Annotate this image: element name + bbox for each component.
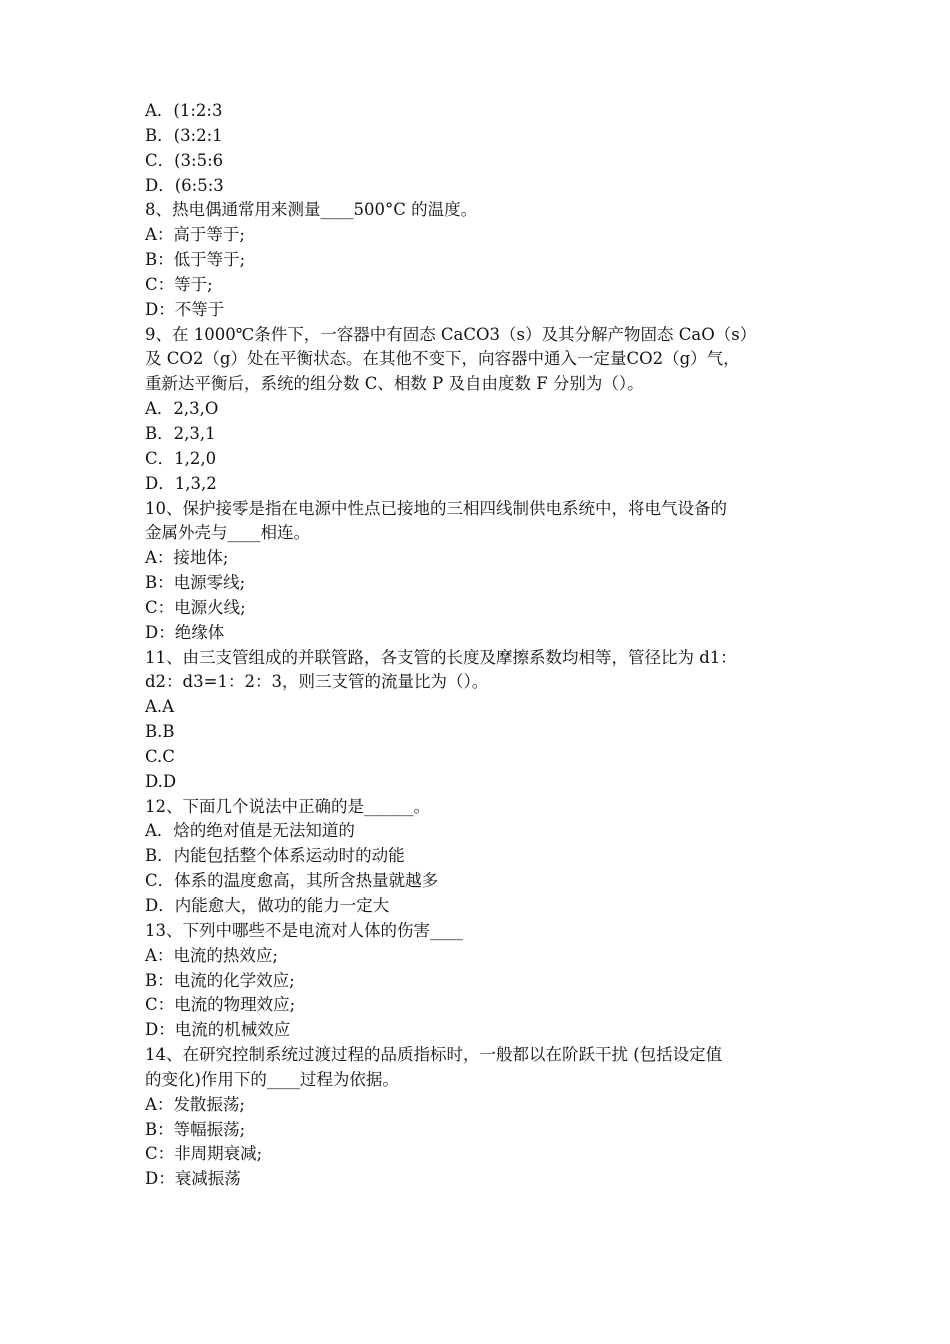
option-line: D．(6:5:3 bbox=[145, 175, 224, 195]
option-line: C：非周期衰减; bbox=[145, 1144, 263, 1164]
question-10-continued: 金属外壳与____相连。 bbox=[145, 523, 310, 543]
option-line: A：高于等于; bbox=[145, 225, 245, 245]
option-line: A．焓的绝对值是无法知道的 bbox=[145, 821, 355, 841]
question-11: 11、由三支管组成的并联管路，各支管的长度及摩擦系数均相等，管径比为 d1： bbox=[145, 647, 737, 667]
option-line: D.D bbox=[145, 771, 177, 791]
option-line: A：发散振荡; bbox=[145, 1094, 245, 1114]
option-line: B．(3:2:1 bbox=[145, 125, 223, 145]
option-line: B：电源零线; bbox=[145, 573, 246, 593]
option-line: C：等于; bbox=[145, 274, 213, 294]
question-13: 13、下列中哪些不是电流对人体的伤害____ bbox=[145, 920, 463, 940]
option-line: D．1,3,2 bbox=[145, 473, 217, 493]
option-line: B：电流的化学效应; bbox=[145, 970, 295, 990]
option-line: B：等幅振荡; bbox=[145, 1119, 246, 1139]
question-9-continued: 及 CO2（g）处在平衡状态。在其他不变下，向容器中通入一定量CO2（g）气， bbox=[145, 349, 740, 369]
option-line: B：低于等于; bbox=[145, 250, 246, 270]
option-line: A：电流的热效应; bbox=[145, 945, 278, 965]
option-line: D：衰减振荡 bbox=[145, 1169, 241, 1189]
option-line: B.B bbox=[145, 722, 175, 742]
option-line: C.C bbox=[145, 746, 175, 766]
option-line: C：电流的物理效应; bbox=[145, 995, 296, 1015]
question-14: 14、在研究控制系统过渡过程的品质指标时，一般都以在阶跃干扰 (包括设定值 bbox=[145, 1045, 723, 1065]
option-line: A．(1:2:3 bbox=[145, 101, 223, 120]
option-line: C．(3:5:6 bbox=[145, 150, 224, 170]
option-line: B．2,3,1 bbox=[145, 423, 216, 443]
option-line: D．内能愈大，做功的能力一定大 bbox=[145, 896, 390, 915]
question-14-continued: 的变化)作用下的____过程为依据。 bbox=[145, 1069, 399, 1089]
option-line: C．1,2,0 bbox=[145, 448, 217, 468]
option-line: D：不等于 bbox=[145, 299, 225, 319]
option-line: D：绝缘体 bbox=[145, 622, 225, 642]
question-8: 8、热电偶通常用来测量____500°C 的温度。 bbox=[145, 200, 478, 220]
option-line: C：电源火线; bbox=[145, 597, 246, 617]
option-line: B．内能包括整个体系运动时的动能 bbox=[145, 846, 405, 866]
option-line: C．体系的温度愈高，其所含热量就越多 bbox=[145, 871, 439, 891]
question-11-continued: d2：d3=1：2：3，则三支管的流量比为（）。 bbox=[145, 672, 489, 692]
question-9-continued: 重新达平衡后，系统的组分数 C、相数 P 及自由度数 F 分别为（）。 bbox=[145, 374, 644, 394]
document-body bbox=[145, 99, 825, 1192]
option-line: A．2,3,O bbox=[145, 399, 219, 419]
option-line: D：电流的机械效应 bbox=[145, 1020, 291, 1040]
question-9: 9、在 1000℃条件下，一容器中有固态 CaCO3（s）及其分解产物固态 CaO（s） bbox=[145, 324, 757, 344]
option-line: A：接地体; bbox=[145, 548, 229, 568]
option-line: A.A bbox=[145, 697, 175, 717]
question-10: 10、保护接零是指在电源中性点已接地的三相四线制供电系统中，将电气设备的 bbox=[145, 498, 727, 518]
question-12: 12、下面几个说法中正确的是______。 bbox=[145, 796, 430, 816]
